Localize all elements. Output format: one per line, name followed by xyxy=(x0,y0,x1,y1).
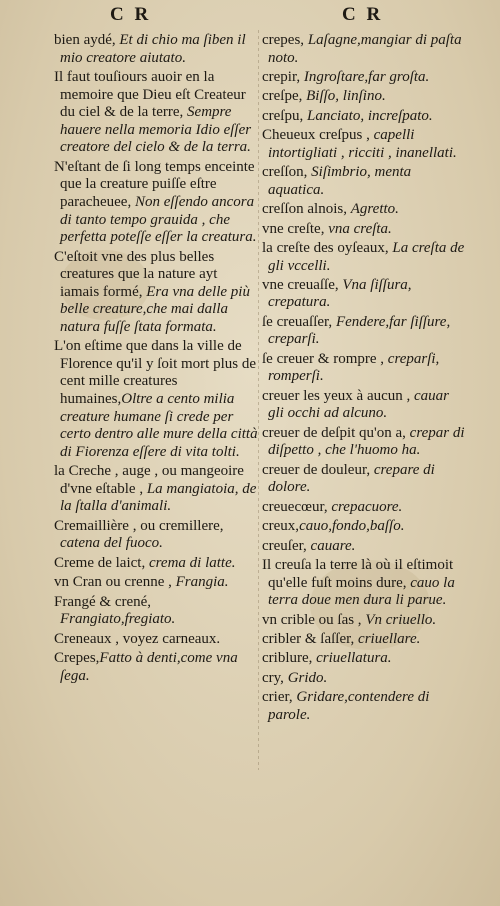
french-text: crier, xyxy=(262,689,297,706)
french-text: cry, xyxy=(262,669,288,686)
italian-text: Frangiato,fregiato. xyxy=(60,611,176,628)
french-text: creſpe, xyxy=(262,88,307,105)
italian-text: Frangia. xyxy=(175,574,229,591)
italian-text: Lanciato, increſpato. xyxy=(306,107,433,124)
italian-text: criuellare. xyxy=(358,630,421,647)
italian-text: criuellatura. xyxy=(316,650,392,667)
italian-text: Biſſo, linſino. xyxy=(306,88,386,105)
dictionary-entry xyxy=(262,32,468,67)
italian-text: catena del fuoco. xyxy=(60,535,163,552)
italian-text: crepacuore. xyxy=(331,498,403,515)
italian-text: Vn criuello. xyxy=(365,611,437,628)
italian-text: vna creſta. xyxy=(328,220,392,237)
italian-text: Fendere,far ſiſſure, creparſi. xyxy=(268,313,451,348)
italian-text: Siſimbrio, menta aquatica. xyxy=(268,164,412,198)
dictionary-entry xyxy=(54,69,258,157)
left-column xyxy=(54,32,258,687)
dictionary-entry xyxy=(262,462,468,497)
dictionary-entry xyxy=(54,631,258,649)
italian-text: creparſi, romperſi. xyxy=(268,350,440,385)
italian-text: Vna ſiſſura, crepatura. xyxy=(268,276,412,311)
italian-text: Agretto. xyxy=(350,201,399,218)
italian-text: Ingroſtare,far groſta. xyxy=(303,68,430,85)
french-text: Cremaillière , ou cremillere, xyxy=(54,517,224,534)
dictionary-entry xyxy=(262,631,468,649)
dictionary-entry xyxy=(262,499,468,517)
french-text: cribler & ſaſſer, xyxy=(262,630,359,647)
french-text: Creme de laict, xyxy=(54,554,149,571)
running-header-right: C R xyxy=(342,4,384,25)
italian-text: La creſta de gli vccelli. xyxy=(268,239,465,274)
french-text: creuer de douleur, xyxy=(262,461,374,478)
italian-text: Oltre a cento milia creature humane ſi crede per certo dentro alle mure della città di Fiorenza eſſere di vita tolti. xyxy=(60,391,258,460)
french-text: vne creuaſſe, xyxy=(262,276,343,293)
french-text: ſe creuaſſer, xyxy=(262,313,336,330)
italian-text: cauo,fondo,baſſo. xyxy=(299,518,405,535)
dictionary-entry xyxy=(54,249,258,337)
french-text: Cheueux creſpus , xyxy=(262,127,374,144)
dictionary-entry xyxy=(262,557,468,610)
italian-text: cauo la terra doue men dura li parue. xyxy=(268,574,455,609)
italian-text: La mangiatoia, de la ſtalla d'animali. xyxy=(60,480,257,515)
french-text: Il creuſa la terre là où il eſtimoit qu'elle fuſt moins dure, xyxy=(262,556,454,591)
french-text: Il faut touſiours auoir en la memoire que Dieu eſt Createur du ciel & de la terre, xyxy=(54,68,246,121)
dictionary-entry xyxy=(262,612,468,630)
dictionary-entry xyxy=(262,201,468,219)
italian-text: cauare. xyxy=(310,537,356,554)
french-text: ſe creuer & rompre , xyxy=(262,350,388,367)
dictionary-entry xyxy=(54,463,258,516)
dictionary-entry xyxy=(54,32,258,67)
italian-text: Grido. xyxy=(287,669,328,686)
french-text: N'eſtant de ſi long temps enceinte que la creature puiſſe eſtre paracheuee, xyxy=(54,158,255,210)
dictionary-entry xyxy=(54,594,258,629)
dictionary-entry xyxy=(262,240,468,275)
italian-text: crema di latte. xyxy=(148,554,236,571)
french-text: crepir, xyxy=(262,68,304,85)
dictionary-entry xyxy=(262,518,468,536)
right-column xyxy=(262,32,468,726)
dictionary-entry xyxy=(262,127,468,162)
dictionary-entry xyxy=(262,425,468,460)
italian-text: Era vna delle più belle creature,che mai dalla natura fuſſe ſtata formata. xyxy=(60,283,250,335)
french-text: vn crible ou ſas , xyxy=(262,611,366,628)
dictionary-entry xyxy=(262,221,468,239)
french-text: creuecœur, xyxy=(262,498,332,515)
french-text: Crepes, xyxy=(54,649,100,666)
dictionary-entry xyxy=(262,88,468,106)
dictionary-entry xyxy=(262,689,468,724)
french-text: creſſon, xyxy=(262,164,312,181)
french-text: creuſer, xyxy=(262,537,311,554)
french-text: bien aydé, xyxy=(54,32,120,48)
italian-text: capelli intortigliati , ricciti , inanellati. xyxy=(268,127,457,161)
french-text: vne creſte, xyxy=(262,220,329,237)
dictionary-entry xyxy=(54,338,258,461)
french-text: creux, xyxy=(262,518,300,535)
italian-text: crepar di diſpetto , che l'huomo ha. xyxy=(268,424,465,459)
dictionary-entry xyxy=(262,108,468,126)
dictionary-entry xyxy=(262,538,468,556)
french-text: Frangé & crené, xyxy=(54,593,152,610)
french-text: L'on eſtime que dans la ville de Florence qu'il y ſoit mort plus de cent mille creatures humaines, xyxy=(54,338,257,408)
dictionary-entry xyxy=(54,518,258,553)
column-divider xyxy=(258,30,259,770)
dictionary-entry xyxy=(262,69,468,87)
italian-text: cauar gli occhi ad alcuno. xyxy=(268,387,450,422)
italian-text: Gridare,contendere di parole. xyxy=(268,689,430,723)
dictionary-entry xyxy=(262,314,468,349)
french-text: creuer de deſpit qu'on a, xyxy=(262,424,410,441)
italian-text: Laſagne,mangiar di paſta noto. xyxy=(268,32,462,66)
running-header-left: C R xyxy=(110,4,152,25)
french-text: Creneaux , voyez carneaux. xyxy=(54,630,221,647)
dictionary-entry xyxy=(54,555,258,573)
dictionary-entry xyxy=(262,650,468,668)
dictionary-entry xyxy=(54,574,258,592)
french-text: la creſte des oyſeaux, xyxy=(262,239,393,256)
dictionary-entry xyxy=(262,277,468,312)
dictionary-entry xyxy=(262,351,468,386)
italian-text: Fatto à denti,come vna ſega. xyxy=(60,649,238,684)
french-text: criblure, xyxy=(262,650,317,667)
french-text: la Creche , auge , ou mangeoire d'vne eſtable , xyxy=(54,463,244,497)
french-text: vn Cran ou crenne , xyxy=(54,574,176,591)
dictionary-entry xyxy=(262,388,468,423)
french-text: creſſon alnois, xyxy=(262,201,351,218)
french-text: creuer les yeux à aucun , xyxy=(262,387,415,404)
italian-text: Non eſſendo ancora di tanto tempo grauida , che perfetta poteſſe eſſer la creatura. xyxy=(60,193,257,246)
italian-text: Et di chio ma ſiben il mio creatore aiutato. xyxy=(60,32,246,66)
dictionary-entry xyxy=(54,650,258,685)
french-text: creſpu, xyxy=(262,107,307,124)
dictionary-entry xyxy=(54,159,258,247)
dictionary-entry xyxy=(262,670,468,688)
dictionary-entry xyxy=(262,164,468,199)
italian-text: crepare di dolore. xyxy=(268,461,435,496)
italian-text: Sempre hauere nella memoria Idio eſſer creatore del cielo & de la terra. xyxy=(60,104,252,156)
french-text: C'eſtoit vne des plus belles creatures que la nature ayt iamais formé, xyxy=(54,248,218,300)
french-text: crepes, xyxy=(262,32,308,48)
